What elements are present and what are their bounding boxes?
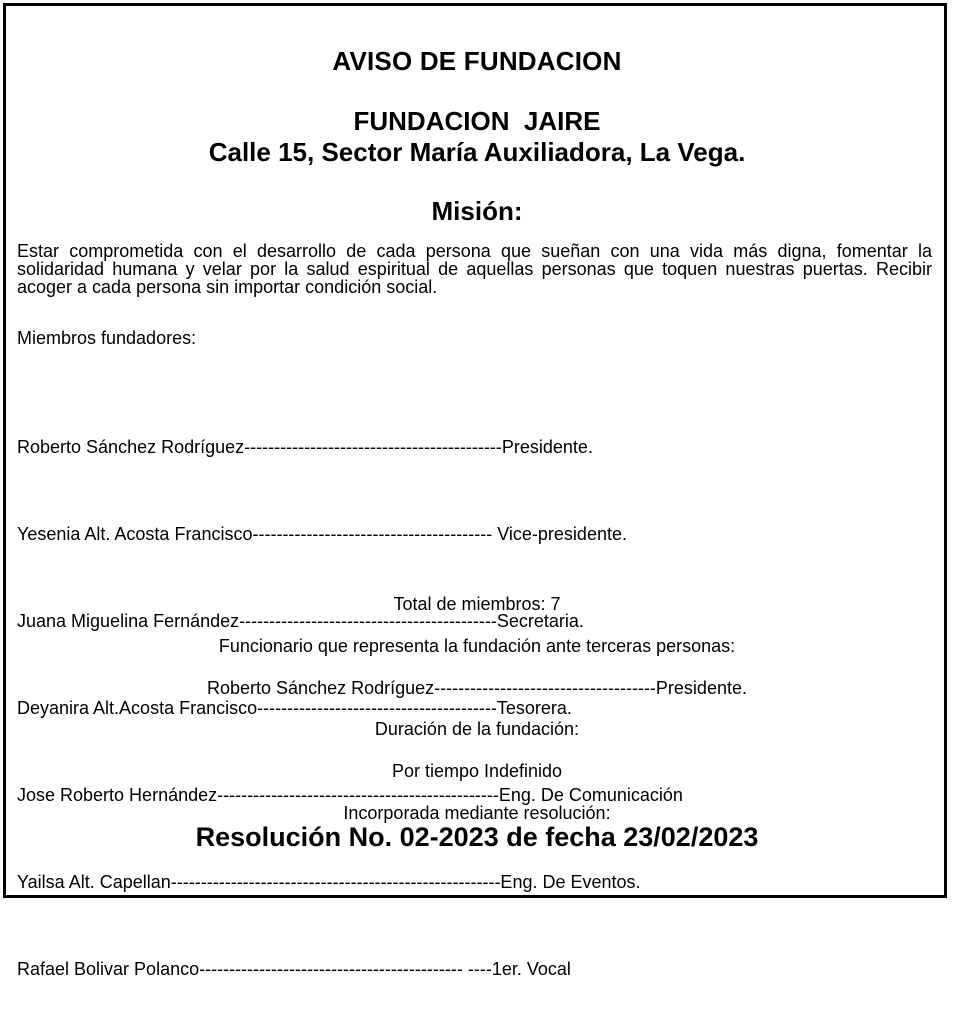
notice-title: AVISO DE FUNDACION [332,46,622,76]
total-members: Total de miembros: 7 [393,594,561,614]
representative-line: Roberto Sánchez Rodríguez-------------------------------------Presidente. [207,678,747,698]
incorporated-heading: Incorporada mediante resolución: [343,803,611,823]
member-line: Jose Roberto Hernández-----------------------------------------------Eng. De Comunicación [17,785,683,805]
representative-heading: Funcionario que representa la fundación ante terceras personas: [218,636,736,656]
foundation-header [0,106,954,168]
resolution-line: Resolución No. 02-2023 de fecha 23/02/2023 [195,822,759,852]
members-heading: Miembros fundadores: [17,328,197,348]
member-line: Yailsa Alt. Capellan-------------------------------------------------------Eng. De Eventos. [17,872,641,892]
mission-text: Estar comprometida con el desarrollo de cada persona que sueñan con una vida más digna, fomentar la solidaridad humana y velar por la salud espiritual de aquellas personas que toquen nuestras puertas. Recibir acoger a cada persona sin importar condición social. [17,241,932,297]
duration-value: Por tiempo Indefinido [391,761,563,781]
member-line: Deyanira Alt.Acosta Francisco----------------------------------------Tesorera. [17,698,572,718]
duration-heading: Duración de la fundación: [374,719,580,739]
member-line: Rafael Bolivar Polanco-------------------------------------------- ----1er. Vocal [17,959,571,979]
member-line: Yesenia Alt. Acosta Francisco---------------------------------------- Vice-presidente. [17,524,627,544]
foundation-address: Calle 15, Sector María Auxiliadora, La Vega. [208,137,746,167]
mission-title: Misión: [431,196,523,226]
member-line: Roberto Sánchez Rodríguez-------------------------------------------Presidente. [17,437,593,457]
foundation-name: FUNDACION JAIRE [353,106,601,136]
member-line: Juana Miguelina Fernández-------------------------------------------Secretaria. [17,611,584,631]
